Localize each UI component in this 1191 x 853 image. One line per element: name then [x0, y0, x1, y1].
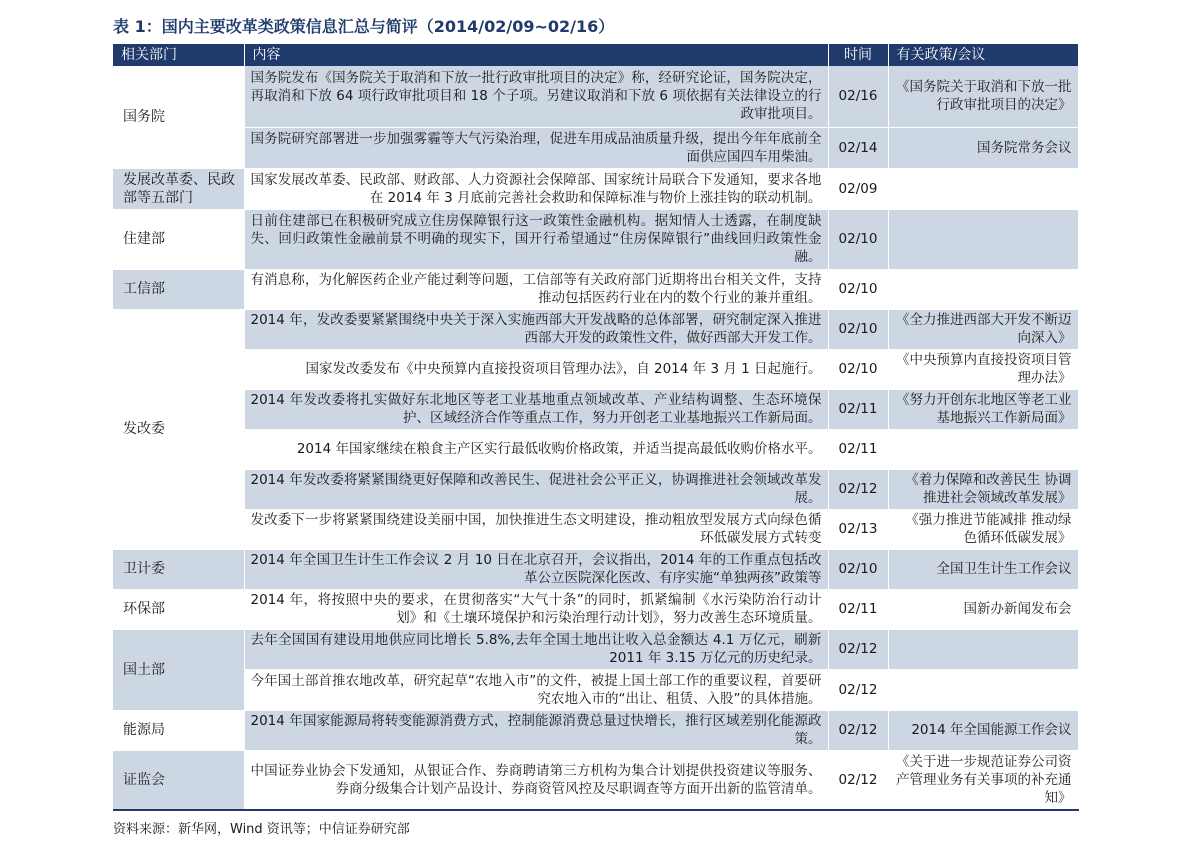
- content-cell: 今年国土部首推农地改革，研究起草“农地入市”的文件，被提上国土部工作的重要议程，首要研究农地入市的“出让、租赁、入股”的具体措施。: [244, 669, 828, 710]
- table-row: [113, 168, 1078, 209]
- table-row: [113, 389, 1078, 429]
- table-row: [113, 549, 1078, 589]
- table-row: [113, 750, 1078, 810]
- table-row: [113, 429, 1078, 469]
- content-cell: 日前住建部已在积极研究成立住房保障银行这一政策性金融机构。据知情人士透露，在制度缺失、回归政策性金融前景不明确的现实下，国开行希望通过“住房保障银行”曲线回归政策性金融。: [244, 209, 828, 269]
- content-cell: 2014 年发改委将紧紧围绕更好保障和改善民生、促进社会公平正义，协调推进社会领域改革发展。: [244, 469, 828, 509]
- header-dept: 相关部门: [113, 44, 244, 66]
- policy-cell: 《努力开创东北地区等老工业基地振兴工作新局面》: [888, 389, 1078, 429]
- policy-cell: 《全力推进西部大开发不断迈向深入》: [888, 309, 1078, 349]
- time-cell: 02/12: [828, 710, 888, 750]
- table-row: [113, 509, 1078, 549]
- time-cell: 02/16: [828, 66, 888, 127]
- time-cell: 02/10: [828, 309, 888, 349]
- policy-cell: 全国卫生计生工作会议: [888, 549, 1078, 589]
- dept-cell: 卫计委: [113, 549, 244, 589]
- time-cell: 02/10: [828, 209, 888, 269]
- content-cell: 2014 年国家能源局将转变能源消费方式，控制能源消费总量过快增长，推行区域差别化能源政策。: [244, 710, 828, 750]
- policy-cell: [888, 168, 1078, 209]
- dept-cell: 环保部: [113, 589, 244, 629]
- time-cell: 02/12: [828, 469, 888, 509]
- content-cell: 2014 年，将按照中央的要求，在贯彻落实“大气十条”的同时，抓紧编制《水污染防治行动计划》和《土壤环境保护和污染治理行动计划》，努力改善生态环境质量。: [244, 589, 828, 629]
- content-cell: 国家发改委发布《中央预算内直接投资项目管理办法》，自 2014 年 3 月 1 日起施行。: [244, 349, 828, 389]
- policy-cell: 国务院常务会议: [888, 127, 1078, 168]
- content-cell: 2014 年发改委将扎实做好东北地区等老工业基地重点领域改革、产业结构调整、生态环境保护、区域经济合作等重点工作，努力开创老工业基地振兴工作新局面。: [244, 389, 828, 429]
- time-cell: 02/10: [828, 349, 888, 389]
- table-row: [113, 127, 1078, 168]
- table-row: [113, 710, 1078, 750]
- content-cell: 国务院发布《国务院关于取消和下放一批行政审批项目的决定》称，经研究论证，国务院决定，再取消和下放 64 项行政审批项目和 18 个子项。另建议取消和下放 6 项依据有关法律设立的行政审批项目。: [244, 66, 828, 127]
- header-policy: 有关政策/会议: [888, 44, 1078, 66]
- time-cell: 02/11: [828, 389, 888, 429]
- table-row: [113, 349, 1078, 389]
- time-cell: 02/14: [828, 127, 888, 168]
- policy-table: [113, 44, 1079, 811]
- policy-cell: [888, 269, 1078, 309]
- table-row: [113, 269, 1078, 309]
- dept-cell: 国务院: [113, 66, 244, 168]
- time-cell: 02/10: [828, 549, 888, 589]
- content-cell: 中国证券业协会下发通知，从银证合作、券商聘请第三方机构为集合计划提供投资建议等服务、券商分级集合计划产品设计、券商资管风控及尽职调查等方面开出新的监管清单。: [244, 750, 828, 810]
- time-cell: 02/13: [828, 509, 888, 549]
- dept-cell: 证监会: [113, 750, 244, 810]
- policy-cell: [888, 669, 1078, 710]
- policy-cell: [888, 629, 1078, 669]
- dept-cell: 能源局: [113, 710, 244, 750]
- dept-cell: 发改委: [113, 309, 244, 549]
- table-row: [113, 469, 1078, 509]
- table-row: [113, 209, 1078, 269]
- table-row: [113, 669, 1078, 710]
- table-row: [113, 589, 1078, 629]
- policy-cell: 《国务院关于取消和下放一批行政审批项目的决定》: [888, 66, 1078, 127]
- content-cell: 国务院研究部署进一步加强雾霾等大气污染治理，促进车用成品油质量升级，提出今年年底前全面供应国四车用柴油。: [244, 127, 828, 168]
- time-cell: 02/12: [828, 629, 888, 669]
- content-cell: 去年全国国有建设用地供应同比增长 5.8%,去年全国土地出让收入总金额达 4.1 万亿元，刷新 2011 年 3.15 万亿元的历史纪录。: [244, 629, 828, 669]
- time-cell: 02/12: [828, 669, 888, 710]
- time-cell: 02/09: [828, 168, 888, 209]
- time-cell: 02/11: [828, 429, 888, 469]
- table-title: 表 1：国内主要改革类政策信息汇总与简评（2014/02/09~02/16）: [113, 17, 615, 36]
- policy-cell: 《中央预算内直接投资项目管理办法》: [888, 349, 1078, 389]
- dept-cell: 住建部: [113, 209, 244, 269]
- content-cell: 发改委下一步将紧紧围绕建设美丽中国，加快推进生态文明建设，推动粗放型发展方式向绿色循环低碳发展方式转变: [244, 509, 828, 549]
- table-header-row: [113, 44, 1078, 66]
- time-cell: 02/10: [828, 269, 888, 309]
- policy-cell: [888, 429, 1078, 469]
- table-row: [113, 629, 1078, 669]
- dept-cell: 发展改革委、民政部等五部门: [113, 168, 244, 209]
- policy-cell: 《强力推进节能减排 推动绿色循环低碳发展》: [888, 509, 1078, 549]
- content-cell: 国家发展改革委、民政部、财政部、人力资源社会保障部、国家统计局联合下发通知，要求各地在 2014 年 3 月底前完善社会救助和保障标准与物价上涨挂钩的联动机制。: [244, 168, 828, 209]
- content-cell: 2014 年全国卫生计生工作会议 2 月 10 日在北京召开，会议指出，2014 年的工作重点包括改革公立医院深化医改、有序实施“单独两孩”政策等: [244, 549, 828, 589]
- source-note: 资料来源：新华网，Wind 资讯等；中信证券研究部: [113, 822, 410, 837]
- policy-cell: 《关于进一步规范证券公司资产管理业务有关事项的补充通知》: [888, 750, 1078, 810]
- time-cell: 02/11: [828, 589, 888, 629]
- content-cell: 2014 年国家继续在粮食主产区实行最低收购价格政策，并适当提高最低收购价格水平。: [244, 429, 828, 469]
- policy-cell: 《着力保障和改善民生 协调推进社会领域改革发展》: [888, 469, 1078, 509]
- content-cell: 2014 年，发改委要紧紧围绕中央关于深入实施西部大开发战略的总体部署，研究制定深入推进西部大开发的政策性文件，做好西部大开发工作。: [244, 309, 828, 349]
- time-cell: 02/12: [828, 750, 888, 810]
- content-cell: 有消息称，为化解医药企业产能过剩等问题，工信部等有关政府部门近期将出台相关文件，支持推动包括医药行业在内的数个行业的兼并重组。: [244, 269, 828, 309]
- policy-cell: 2014 年全国能源工作会议: [888, 710, 1078, 750]
- policy-cell: 国新办新闻发布会: [888, 589, 1078, 629]
- table-row: [113, 66, 1078, 127]
- dept-cell: 国土部: [113, 629, 244, 710]
- table-row: [113, 309, 1078, 349]
- policy-cell: [888, 209, 1078, 269]
- header-time: 时间: [828, 44, 888, 66]
- dept-cell: 工信部: [113, 269, 244, 309]
- header-content: 内容: [244, 44, 828, 66]
